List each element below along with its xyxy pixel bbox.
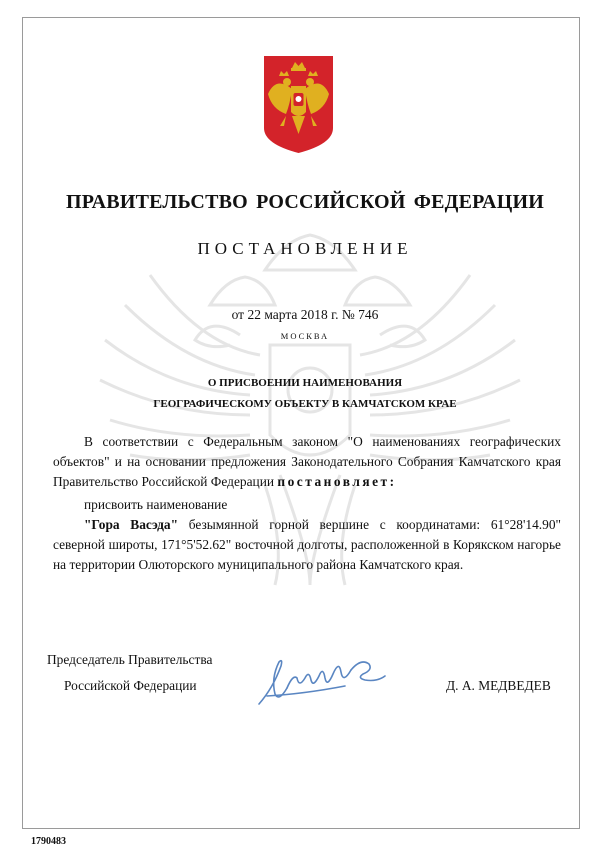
- subject-line-1: О ПРИСВОЕНИИ НАИМЕНОВАНИЯ: [207, 377, 403, 389]
- paragraph-legal-basis: [53, 432, 561, 492]
- date-number-line: от 22 марта 2018 г. № 746: [231, 307, 379, 322]
- handwritten-signature: [253, 648, 393, 710]
- paragraph-object-description: [53, 515, 561, 575]
- legal-basis-text: В соответствии с Федеральным законом "О наименованиях географических объектов" и на основании предложения Законодательного Собрания Камчатского края Правительство Российской Федерации: [53, 434, 561, 489]
- government-title: ПРАВИТЕЛЬСТВО РОССИЙСКОЙ ФЕДЕРАЦИИ: [66, 191, 544, 213]
- object-name: "Гора Васэда": [84, 517, 179, 532]
- signatory-name: Д. А. МЕДВЕДЕВ: [446, 678, 551, 693]
- decree-keyword: постановляет:: [277, 474, 397, 489]
- object-description-text: безымянной горной вершине с координатами: 61°28'14.90" северной широты, 171°5'52.62" восточной долготы, расположенной в Корякском нагорье на территории Олюторского муниципального района Камчатского края.: [53, 517, 561, 572]
- document-id-number: 1790483: [31, 836, 66, 847]
- signatory-title-line-1: Председатель Правительства: [47, 652, 213, 667]
- coat-of-arms-icon: [262, 54, 335, 155]
- document-type: ПОСТАНОВЛЕНИЕ: [197, 239, 413, 258]
- decree-subject: [0, 373, 610, 415]
- signatory-title-line-2: Российской Федерации: [64, 678, 197, 693]
- city-label: МОСКВА: [280, 331, 330, 341]
- paragraph-assign-name: присвоить наименование: [84, 497, 228, 512]
- subject-line-2: ГЕОГРАФИЧЕСКОМУ ОБЪЕКТУ В КАМЧАТСКОМ КРАЕ: [153, 398, 457, 410]
